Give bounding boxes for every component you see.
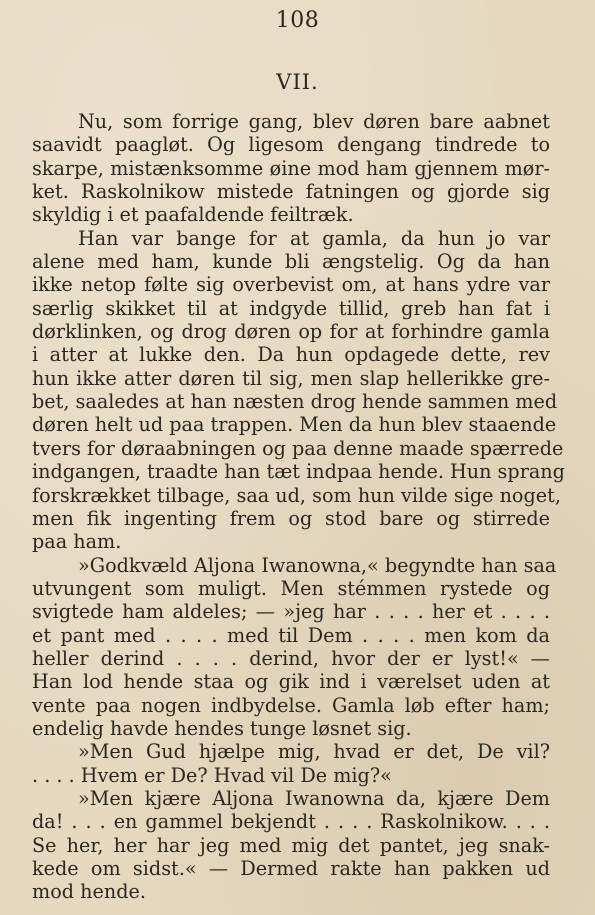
text-line: kede om sidst.« — Dermed rakte han pakken ud [32,857,550,880]
text-line: vente paa nogen indbydelse. Gamla løb efter ham; [32,693,550,717]
text-line: dørklinken, og drog døren op for at forhindre gamla [32,320,550,344]
text-line: »Men kjære Aljona Iwanowna da, kjære Dem [78,786,550,810]
page-number: 108 [275,8,320,33]
text-line: paa ham. [32,530,122,554]
text-line: skarpe, mistænksomme øine mod ham gjennem mør- [32,156,550,180]
text-line: alene med ham, kunde bli ængstelig. Og da han [32,250,550,274]
text-line: saavidt paagløt. Og ligesom dengang tindrede to [32,133,550,157]
text-line: endelig havde hendes tunge løsnet sig. [32,716,412,740]
text-line: i atter at lukke den. Da hun opdagede dette, rev [32,343,550,367]
text-line: et pant med . . . . med til Dem . . . . men kom da [32,623,550,647]
text-line: men fik ingenting frem og stod bare og stirrede [32,506,550,530]
text-line: ket. Raskolnikow mistede fatningen og gjorde sig [32,180,550,204]
text-line: mod hende. [32,880,146,904]
text-line: heller derind . . . . derind, hvor der er lyst!« — [32,646,550,670]
text-line: ikke netop følte sig overbevist om, at hans ydre var [32,273,550,297]
text-line: særlig skikket til at indgyde tillid, greb han fat i [32,296,550,320]
text-line: »Men Gud hjælpe mig, hvad er det, De vil? [78,740,550,764]
text-line: da! . . . en gammel bekjendt . . . . Raskolnikow. . . . [32,810,550,834]
text-line: skyldig i et paafaldende feiltræk. [32,203,354,227]
text-line: bet, saaledes at han næsten drog hende sammen med [32,390,558,414]
text-line: utvungent som muligt. Men stémmen rystede og [32,576,550,600]
text-line: tvers for døraabningen og paa denne maade spærrede [32,436,564,460]
body-text [32,110,565,904]
text-line: Han lod hende staa og gik ind i værelset uden at [32,670,550,694]
text-line: Han var bange for at gamla, da hun jo var [78,226,550,250]
text-line: Se her, her har jeg med mig det pantet, jeg snak- [32,833,550,857]
text-line: hun ikke atter døren til sig, men slap hellerikke gre- [32,366,550,390]
text-line: døren helt ud paa trappen. Men da hun blev staaende [32,413,557,437]
text-line: . . . . Hvem er De? Hvad vil De mig?« [32,763,392,787]
text-line: Nu, som forrige gang, blev døren bare aabnet [78,110,550,133]
text-line: forskrækket tilbage, saa ud, som hun vilde sige noget, [32,483,561,507]
text-line: indgangen, traadte han tæt indpaa hende. Hun sprang [32,460,565,484]
text-line: »Godkvæld Aljona Iwanowna,« begyndte han saa [78,553,557,577]
chapter-heading: VII. [276,70,319,94]
text-line: svigtede ham aldeles; — »jeg har . . . . her et . . . . [32,600,550,624]
